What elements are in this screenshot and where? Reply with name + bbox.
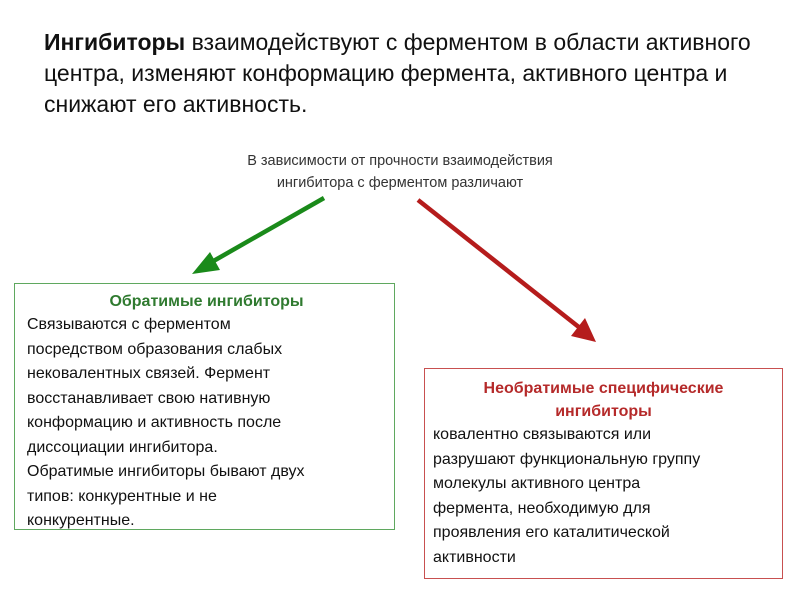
red-arrow-shaft [418,200,580,328]
reversible-line: посредством образования слабых [27,340,283,358]
reversible-description [27,313,386,534]
reversible-title: Обратимые ингибиторы [109,293,304,310]
irreversible-description [433,423,774,570]
reversible-line: диссоциации ингибитора. [27,438,218,456]
green-arrow-head [192,252,220,274]
green-arrow-shaft [210,198,324,263]
reversible-line: Обратимые ингибиторы бывают двух [27,463,305,480]
green-arrow [192,198,324,274]
caption-line-2: ингибитора с ферментом различают [276,175,524,191]
irreversible-title-line-2: ингибиторы [555,403,652,420]
reversible-line: типов: конкурентные и не [27,487,217,505]
reversible-line: нековалентных связей. Фермент [27,365,271,382]
red-arrow [418,200,596,342]
reversible-line: конформацию и активность после [27,414,282,431]
intro-text: взаимодействуют с ферментом в области активного центра, изменяют конформацию фермента, активного центра и снижают его активность. [44,29,751,117]
irreversible-line: разрушают функциональную группу [433,450,701,468]
reversible-inhibitors-box [14,283,395,530]
irreversible-line: молекулы активного центра [433,475,641,492]
reversible-line: Связываются с ферментом [27,316,231,333]
irreversible-line: ковалентно связываются или [433,426,652,443]
caption-line-1: В зависимости от прочности взаимодействия [247,153,553,169]
reversible-line: конкурентные. [27,512,135,529]
irreversible-title [433,377,774,423]
irreversible-title-line-1: Необратимые специфические [483,380,724,397]
reversible-line: восстанавливает свою нативную [27,389,271,407]
irreversible-inhibitors-box [424,368,783,579]
irreversible-line: активности [433,548,516,566]
irreversible-line: проявления его каталитической [433,524,670,541]
irreversible-line: фермента, необходимую для [433,499,651,517]
intro-term: Ингибиторы [44,29,186,55]
